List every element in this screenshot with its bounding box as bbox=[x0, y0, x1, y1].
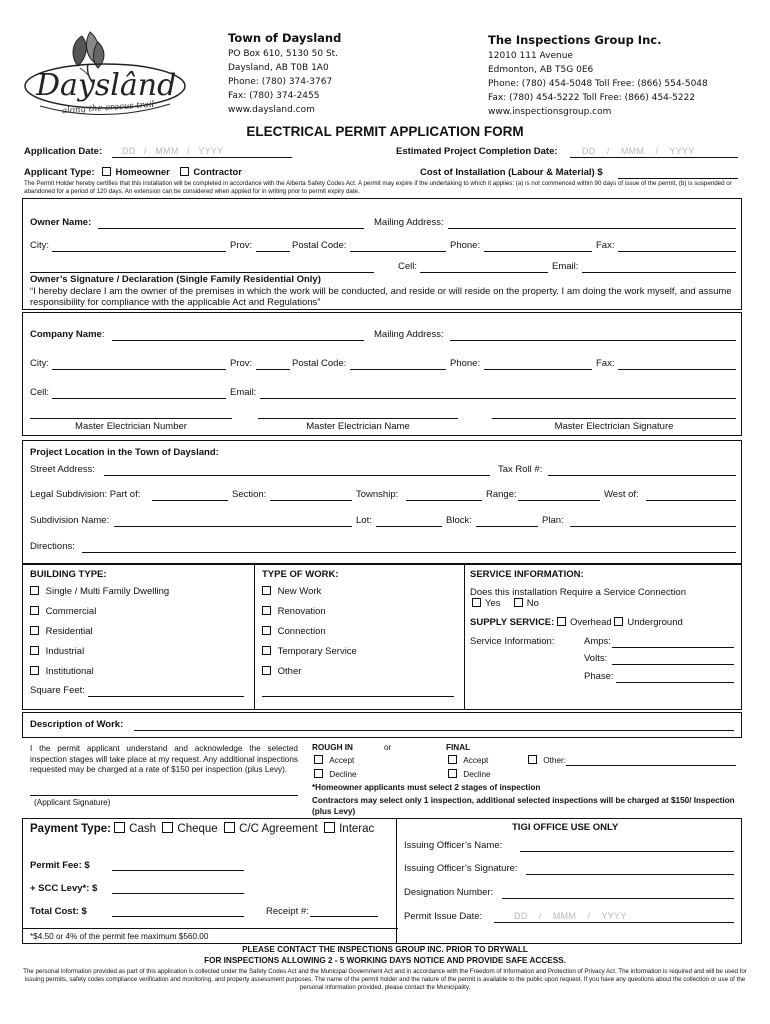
applicant-type-row bbox=[24, 167, 242, 178]
company-postal-label: Postal Code: bbox=[292, 358, 347, 369]
designation-field[interactable] bbox=[502, 898, 734, 899]
amps-field[interactable] bbox=[612, 647, 734, 648]
cheque-label: Cheque bbox=[177, 823, 218, 835]
payment-section bbox=[22, 818, 742, 944]
inspections-name: The Inspections Group Inc. bbox=[488, 33, 662, 47]
daysland-logo bbox=[20, 28, 190, 118]
issuing-signature-field[interactable] bbox=[526, 874, 734, 875]
description-label: Description of Work: bbox=[30, 719, 124, 730]
west-of-field[interactable] bbox=[646, 500, 736, 501]
company-city-field[interactable] bbox=[52, 369, 226, 370]
owner-postal-label: Postal Code: bbox=[292, 240, 347, 251]
form-title: ELECTRICAL PERMIT APPLICATION FORM bbox=[246, 124, 524, 139]
building-option: Commercial bbox=[30, 606, 96, 617]
town-line: PO Box 610, 5130 50 St. bbox=[228, 49, 339, 59]
plan-field[interactable] bbox=[570, 526, 736, 527]
building-checkbox[interactable] bbox=[30, 606, 39, 615]
owner-fax-field[interactable] bbox=[618, 251, 736, 252]
completion-date-label: Estimated Project Completion Date: bbox=[396, 146, 558, 157]
work-option: Renovation bbox=[262, 606, 326, 617]
volts-field[interactable] bbox=[612, 664, 734, 665]
block-label: Block: bbox=[446, 515, 472, 526]
overhead-checkbox[interactable] bbox=[557, 617, 566, 626]
other-inspection: Other: bbox=[528, 755, 566, 765]
permit-fee-field[interactable] bbox=[112, 870, 244, 871]
cheque-checkbox[interactable] bbox=[162, 822, 173, 833]
office-title: TIGI OFFICE USE ONLY bbox=[512, 822, 619, 833]
building-option: Industrial bbox=[30, 646, 84, 657]
service-yes-no bbox=[472, 598, 539, 609]
part-of-field[interactable] bbox=[152, 500, 228, 501]
application-date-placeholder: DD / MMM / YYYY bbox=[122, 146, 224, 156]
owner-city-label: City: bbox=[30, 240, 49, 251]
legal-label: Legal Subdivision: Part of: bbox=[30, 489, 141, 500]
owner-city-field[interactable] bbox=[52, 251, 226, 252]
contractor-checkbox[interactable] bbox=[180, 167, 189, 176]
or-label: or bbox=[384, 743, 392, 752]
application-date-label: Application Date: bbox=[24, 146, 103, 157]
company-email-label: Email: bbox=[230, 387, 257, 398]
amps-label: Amps: bbox=[584, 636, 611, 647]
work-option: New Work bbox=[262, 586, 321, 597]
rough-in-label: ROUGH IN bbox=[312, 743, 353, 752]
inspections-website: www.inspectionsgroup.com bbox=[488, 107, 612, 117]
building-type-title: BUILDING TYPE: bbox=[30, 569, 107, 580]
work-checkbox[interactable] bbox=[262, 586, 271, 595]
company-email-field[interactable] bbox=[260, 398, 736, 399]
divider bbox=[464, 564, 465, 710]
issue-date-label: Permit Issue Date: bbox=[404, 911, 483, 922]
application-date-field[interactable] bbox=[112, 157, 292, 158]
master-signature-label: Master Electrician Signature bbox=[554, 421, 674, 432]
building-checkbox[interactable] bbox=[30, 626, 39, 635]
supply-label: SUPPLY SERVICE: bbox=[470, 617, 555, 628]
owner-signature-title: Owner’s Signature / Declaration (Single Family Residential Only) bbox=[30, 274, 321, 285]
issuing-name-label: Issuing Officer’s Name: bbox=[404, 840, 503, 851]
service-title: SERVICE INFORMATION: bbox=[470, 569, 584, 580]
no-label: No bbox=[526, 598, 539, 609]
street-field[interactable] bbox=[104, 475, 490, 476]
divider bbox=[22, 928, 398, 929]
work-checkbox[interactable] bbox=[262, 646, 271, 655]
square-feet-label: Square Feet: bbox=[30, 685, 85, 696]
footer-contact-line2: FOR INSPECTIONS ALLOWING 2 - 5 WORKING DAYS NOTICE AND PROVIDE SAFE ACCESS. bbox=[204, 956, 566, 965]
owner-phone-field[interactable] bbox=[484, 251, 592, 252]
logo-name: Dayslând bbox=[36, 68, 177, 103]
levy-footnote: *$4.50 or 4% of the permit fee maximum $560.00 bbox=[30, 932, 209, 941]
range-field[interactable] bbox=[518, 500, 600, 501]
company-mailing-field[interactable] bbox=[450, 340, 736, 341]
lot-field[interactable] bbox=[376, 526, 442, 527]
contractor-label: Contractor bbox=[193, 167, 242, 178]
applicant-signature-field[interactable] bbox=[30, 795, 298, 796]
township-label: Township: bbox=[356, 489, 399, 500]
designation-label: Designation Number: bbox=[404, 887, 494, 898]
location-section bbox=[22, 440, 742, 564]
total-cost-field[interactable] bbox=[112, 916, 244, 917]
owner-email-field[interactable] bbox=[582, 272, 736, 273]
privacy-notice: The personal information provided as part of this application is collected under the Safety Codes Act and the Municipal Government Act and in accordance with the Freedom of Information and Protection of Privacy Act. The information is required and will be used for issuing permits, safety codes compliance verification and monitoring, and property assessment purposes. The name of the permit holder and the nature of the permit is available to the public upon request. If you have any questions about the collection or use of the personal information provided, please contact the Municipality. bbox=[23, 968, 747, 991]
directions-label: Directions: bbox=[30, 541, 75, 552]
owner-phone-label: Phone: bbox=[450, 240, 481, 251]
lot-label: Lot: bbox=[356, 515, 372, 526]
owner-postal-field[interactable] bbox=[350, 251, 446, 252]
inspection-acknowledgement: I the permit applicant understand and acknowledge the selected inspection stages will take place at my request. Any additional inspections requested may be charged at a rate of $150 per inspection (plus Levy). bbox=[30, 744, 298, 774]
cost-field[interactable] bbox=[618, 178, 738, 179]
master-number-field[interactable] bbox=[30, 418, 232, 419]
town-website: www.daysland.com bbox=[228, 105, 315, 115]
cc-agreement-label: C/C Agreement bbox=[239, 823, 318, 835]
block-field[interactable] bbox=[476, 526, 538, 527]
owner-prov-label: Prov: bbox=[230, 240, 253, 251]
company-city-label: City: bbox=[30, 358, 49, 369]
town-line: Daysland, AB T0B 1A0 bbox=[228, 63, 329, 73]
town-line: Phone: (780) 374-3767 bbox=[228, 77, 333, 87]
company-prov-label: Prov: bbox=[230, 358, 253, 369]
inspections-line: Edmonton, AB T5G 0E6 bbox=[488, 65, 594, 75]
homeowner-note: *Homeowner applicants must select 2 stages of inspection bbox=[312, 783, 541, 792]
street-label: Street Address: bbox=[30, 464, 95, 475]
tax-roll-label: Tax Roll #: bbox=[498, 464, 543, 475]
company-fax-label: Fax: bbox=[596, 358, 615, 369]
phase-field[interactable] bbox=[616, 682, 734, 683]
work-checkbox[interactable] bbox=[262, 626, 271, 635]
underground-label: Underground bbox=[627, 617, 683, 628]
work-option: Other bbox=[262, 666, 301, 677]
issue-date-field[interactable] bbox=[494, 922, 734, 923]
rough-in-accept: Accept bbox=[314, 755, 354, 765]
inspections-line: 12010 111 Avenue bbox=[488, 51, 573, 61]
company-name-label: Company Name: bbox=[30, 329, 105, 340]
work-option: Connection bbox=[262, 626, 326, 637]
phase-label: Phase: bbox=[584, 671, 614, 682]
building-option: Institutional bbox=[30, 666, 94, 677]
description-section bbox=[22, 712, 742, 738]
contractor-note: Contractors may select only 1 inspection, additional selected inspections will be charged at $150/ Inspection (plus Levy) bbox=[312, 796, 735, 816]
master-name-field[interactable] bbox=[258, 418, 458, 419]
company-cell-label: Cell: bbox=[30, 387, 50, 398]
final-accept: Accept bbox=[448, 755, 488, 765]
company-name-field[interactable] bbox=[112, 340, 364, 341]
receipt-label: Receipt #: bbox=[266, 906, 309, 917]
township-field[interactable] bbox=[406, 500, 482, 501]
overhead-label: Overhead bbox=[569, 617, 612, 628]
service-info-label: Service Information: bbox=[470, 636, 555, 647]
final-accept-checkbox[interactable] bbox=[448, 755, 457, 764]
other-checkbox[interactable] bbox=[528, 755, 537, 764]
cash-label: Cash bbox=[129, 823, 157, 835]
payment-type-row bbox=[30, 822, 374, 835]
company-fax-field[interactable] bbox=[618, 369, 736, 370]
town-name: Town of Daysland bbox=[228, 31, 342, 45]
completion-date-placeholder: DD / MMM / YYYY bbox=[582, 146, 695, 156]
company-prov-field[interactable] bbox=[256, 369, 290, 370]
owner-name-label: Owner Name: bbox=[30, 217, 92, 228]
town-contact bbox=[228, 31, 448, 117]
interac-checkbox[interactable] bbox=[324, 822, 335, 833]
cash-checkbox[interactable] bbox=[114, 822, 125, 833]
inspections-line: Fax: (780) 454-5222 Toll Free: (866) 454-5222 bbox=[488, 93, 696, 103]
owner-signature-field[interactable] bbox=[30, 272, 374, 273]
permit-fee-label: Permit Fee: $ bbox=[30, 860, 90, 871]
company-cell-field[interactable] bbox=[52, 398, 226, 399]
location-title: Project Location in the Town of Daysland: bbox=[30, 447, 219, 458]
scc-levy-field[interactable] bbox=[112, 893, 244, 894]
plan-label: Plan: bbox=[542, 515, 564, 526]
rough-in-decline: Decline bbox=[314, 769, 357, 779]
building-checkbox[interactable] bbox=[30, 586, 39, 595]
directions-field[interactable] bbox=[82, 552, 736, 553]
scc-levy-label: + SCC Levy*: $ bbox=[30, 883, 98, 894]
divider bbox=[396, 818, 397, 944]
square-feet-field[interactable] bbox=[88, 696, 244, 697]
rough-in-accept-checkbox[interactable] bbox=[314, 755, 323, 764]
range-label: Range: bbox=[486, 489, 517, 500]
total-cost-label: Total Cost: $ bbox=[30, 906, 87, 917]
tax-roll-field[interactable] bbox=[548, 475, 736, 476]
cc-agreement-checkbox[interactable] bbox=[224, 822, 235, 833]
applicant-signature-label: (Applicant Signature) bbox=[34, 798, 111, 807]
inspections-contact bbox=[488, 33, 768, 119]
master-signature-field[interactable] bbox=[492, 418, 736, 419]
owner-mailing-label: Mailing Address: bbox=[374, 217, 444, 228]
company-phone-field[interactable] bbox=[484, 369, 592, 370]
logo-tagline: along the crocus trail bbox=[61, 99, 155, 117]
owner-prov-field[interactable] bbox=[256, 251, 290, 252]
divider bbox=[254, 564, 255, 710]
receipt-field[interactable] bbox=[310, 916, 378, 917]
issuing-signature-label: Issuing Officer’s Signature: bbox=[404, 863, 518, 874]
owner-mailing-field[interactable] bbox=[448, 228, 736, 229]
work-option: Temporary Service bbox=[262, 646, 357, 657]
issue-date-placeholder: DD / MMM / YYYY bbox=[514, 911, 627, 921]
work-checkbox[interactable] bbox=[262, 606, 271, 615]
volts-label: Volts: bbox=[584, 653, 608, 664]
final-decline: Decline bbox=[448, 769, 491, 779]
permit-disclaimer: The Permit Holder hereby certifies that this installation will be completed in accordance with the Alberta Safety Codes Act. A permit may expire if the undertaking to which it applies: (a) is not commenced within 90 days of issue of the permit, (b) is suspended or abandoned for a period of 120 days. An extension can be considered when applied for in writing prior to permit expiry date. bbox=[24, 180, 732, 195]
owner-fax-label: Fax: bbox=[596, 240, 615, 251]
owner-email-label: Email: bbox=[552, 261, 579, 272]
homeowner-label: Homeowner bbox=[115, 167, 170, 178]
final-label: FINAL bbox=[446, 743, 471, 752]
work-type-title: TYPE OF WORK: bbox=[262, 569, 339, 580]
final-decline-checkbox[interactable] bbox=[448, 769, 457, 778]
building-option: Residential bbox=[30, 626, 93, 637]
no-checkbox[interactable] bbox=[514, 598, 523, 607]
section-label: Section: bbox=[232, 489, 267, 500]
town-line: Fax: (780) 374-2455 bbox=[228, 91, 320, 101]
issuing-name-field[interactable] bbox=[520, 851, 734, 852]
work-other-field[interactable] bbox=[262, 696, 454, 697]
company-postal-field[interactable] bbox=[350, 369, 446, 370]
building-option: Single / Multi Family Dwelling bbox=[30, 586, 169, 597]
building-checkbox[interactable] bbox=[30, 666, 39, 675]
company-mailing-label: Mailing Address: bbox=[374, 329, 444, 340]
west-of-label: West of: bbox=[604, 489, 639, 500]
supply-row bbox=[470, 617, 683, 628]
work-checkbox[interactable] bbox=[262, 666, 271, 675]
description-field[interactable] bbox=[134, 730, 734, 731]
yes-label: Yes bbox=[485, 598, 501, 609]
company-phone-label: Phone: bbox=[450, 358, 481, 369]
completion-date-field[interactable] bbox=[570, 157, 738, 158]
cost-label: Cost of Installation (Labour & Material) $ bbox=[420, 167, 603, 178]
rough-in-decline-checkbox[interactable] bbox=[314, 769, 323, 778]
owner-declaration: “I hereby declare I am the owner of the premises in which the work will be conducted, and reside or will reside on the property. I am doing the work myself, and assume responsibility for compliance with the applicable Act and Regulations” bbox=[30, 286, 732, 308]
other-inspection-field[interactable] bbox=[566, 765, 736, 766]
master-number-label: Master Electrician Number bbox=[75, 421, 187, 432]
owner-cell-field[interactable] bbox=[420, 272, 548, 273]
building-checkbox[interactable] bbox=[30, 646, 39, 655]
underground-checkbox[interactable] bbox=[614, 617, 623, 626]
applicant-type-label: Applicant Type: bbox=[24, 167, 95, 178]
owner-cell-label: Cell: bbox=[398, 261, 418, 272]
subdivision-field[interactable] bbox=[114, 526, 352, 527]
inspections-line: Phone: (780) 454-5048 Toll Free: (866) 554-5048 bbox=[488, 79, 708, 89]
owner-name-field[interactable] bbox=[98, 228, 364, 229]
interac-label: Interac bbox=[339, 823, 375, 835]
yes-checkbox[interactable] bbox=[472, 598, 481, 607]
subdivision-label: Subdivision Name: bbox=[30, 515, 110, 526]
master-name-label: Master Electrician Name bbox=[306, 421, 410, 432]
footer-contact-line1: PLEASE CONTACT THE INSPECTIONS GROUP INC. PRIOR TO DRYWALL bbox=[242, 945, 528, 954]
service-question: Does this installation Require a Service Connection bbox=[470, 587, 686, 598]
homeowner-checkbox[interactable] bbox=[102, 167, 111, 176]
section-field[interactable] bbox=[270, 500, 352, 501]
payment-type-label: Payment Type: bbox=[30, 823, 111, 835]
